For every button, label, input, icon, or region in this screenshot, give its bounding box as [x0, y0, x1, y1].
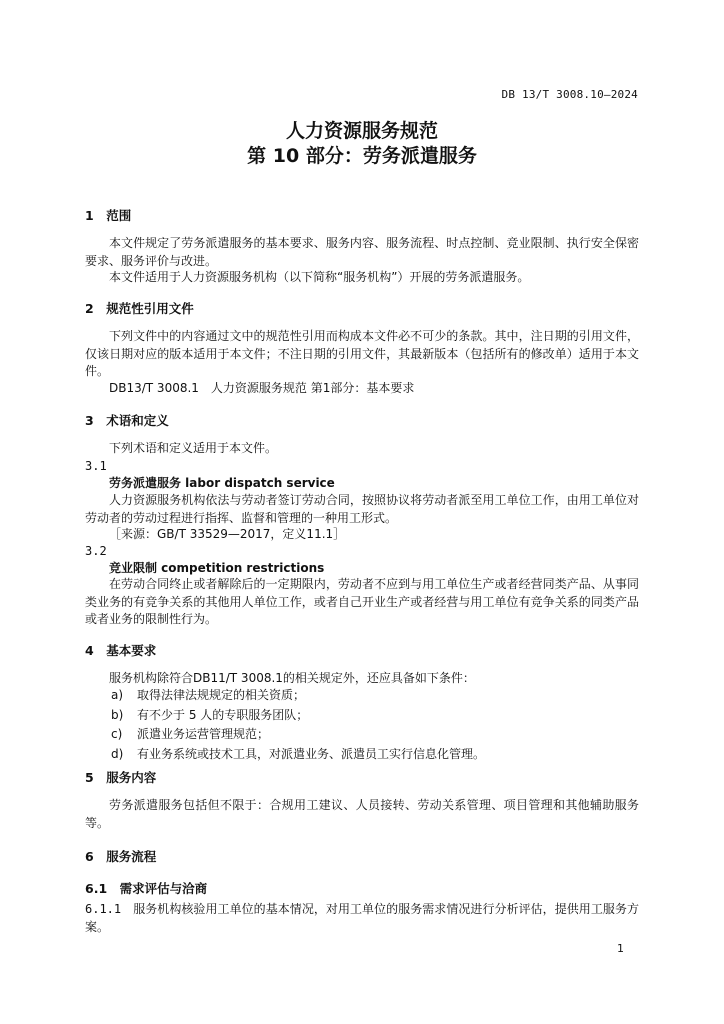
term-definition-labor-dispatch: 人力资源服务机构依法与劳动者签订劳动合同，按照协议将劳动者派至用工单位工作，由用工单位对劳动者的劳动过程进行指挥、监督和管理的一种用工形式。	[85, 493, 639, 525]
term-title-competition-restrictions: 竞业限制 competition restrictions	[109, 561, 325, 575]
terms-intro: 下列术语和定义适用于本文件。	[109, 441, 278, 455]
clause-6-1-1: 6.1.1 服务机构核验用工单位的基本情况，对用工单位的服务需求情况进行分析评估，提供用工服务方案。	[85, 902, 639, 934]
document-code: DB 13/T 3008.10—2024	[501, 88, 638, 101]
subsection-heading-needs-assessment: 6.1 需求评估与洽商	[85, 881, 208, 896]
section-heading-basic-requirements: 4 基本要求	[85, 643, 157, 658]
scope-paragraph-1: 本文件规定了劳务派遣服务的基本要求、服务内容、服务流程、时点控制、竞业限制、执行安全保密要求、服务评价与改进。	[85, 236, 639, 268]
scope-paragraph-2: 本文件适用于人力资源服务机构（以下简称“服务机构”）开展的劳务派遣服务。	[109, 270, 530, 284]
section-heading-terms: 3 术语和定义	[85, 413, 169, 428]
document-title-main: 人力资源服务规范	[285, 120, 438, 142]
term-title-labor-dispatch: 劳务派遣服务 labor dispatch service	[109, 476, 335, 490]
list-item: a) 取得法律法规规定的相关资质；	[111, 688, 306, 702]
section-heading-scope: 1 范围	[85, 208, 132, 223]
term-definition-competition-restrictions: 在劳动合同终止或者解除后的一定期限内，劳动者不应到与用工单位生产或者经营同类产品、从事同类业务的有竞争关系的其他用人单位工作，或者自己开业生产或者经营与用工单位有竞争关系的同类产品或者业务的限制性行为。	[85, 577, 639, 626]
service-content-paragraph: 劳务派遣服务包括但不限于：合规用工建议、人员接转、劳动关系管理、项目管理和其他辅助服务等。	[85, 798, 639, 830]
list-item: b) 有不少于 5 人的专职服务团队；	[111, 707, 309, 722]
term-number-3-2: 3.2	[85, 544, 107, 558]
term-source-labor-dispatch: ［来源：GB/T 33529—2017，定义11.1］	[109, 527, 346, 541]
term-number-3-1: 3.1	[85, 459, 107, 473]
normative-references-paragraph: 下列文件中的内容通过文中的规范性引用而构成本文件必不可少的条款。其中，注日期的引用文件，仅该日期对应的版本适用于本文件；不注日期的引用文件，其最新版本（包括所有的修改单）适用于本文件。	[85, 329, 639, 378]
section-heading-normative-references: 2 规范性引用文件	[85, 301, 194, 316]
page-number: 1	[617, 942, 624, 955]
section-heading-service-content: 5 服务内容	[85, 770, 157, 785]
normative-reference-item: DB13/T 3008.1 人力资源服务规范 第1部分：基本要求	[109, 381, 415, 395]
basic-requirements-intro: 服务机构除符合DB11/T 3008.1的相关规定外，还应具备如下条件：	[109, 671, 475, 685]
section-heading-service-process: 6 服务流程	[85, 849, 157, 864]
list-item: c) 派遣业务运营管理规范；	[111, 727, 270, 741]
list-item: d) 有业务系统或技术工具，对派遣业务、派遣员工实行信息化管理。	[111, 746, 486, 761]
document-title-part: 第 10 部分：劳务派遣服务	[247, 145, 477, 167]
basic-requirements-list	[111, 686, 485, 764]
